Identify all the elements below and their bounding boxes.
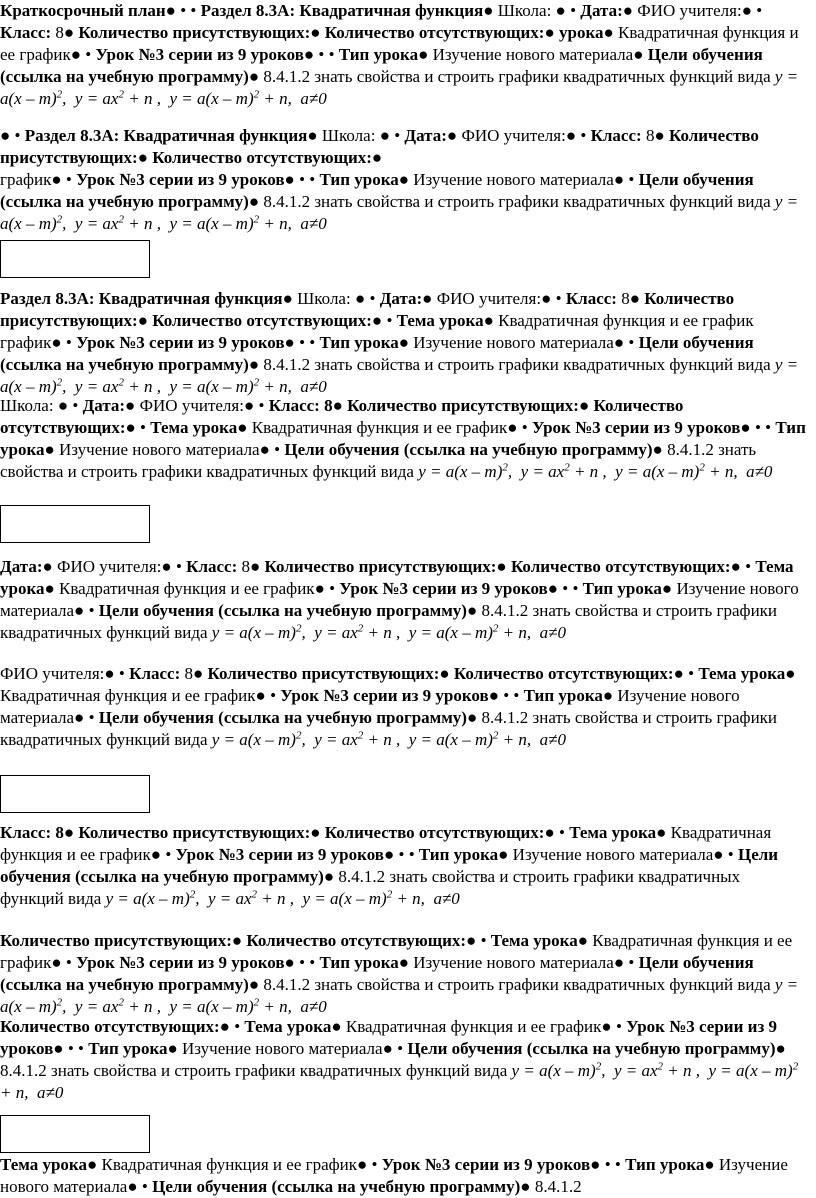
- empty-box-2: [0, 505, 150, 543]
- text-block-10: Тема урока● Квадратичная функция и ее график● • Урок №3 серии из 9 уроков● • • Тип урока● Изучение нового материала● • Цели обучения (ссылка на учебную программу)● 8.4.1.2: [0, 1155, 788, 1196]
- text-block-7: Класс: 8● Количество присутствующих:● Количество отсутствующих:● • Тема урока● Квадратичная функция и ее график● • Урок №3 серии из 9 уроков● • • Тип урока● Изучение нового материала● • Цели обучения (ссылка на учебную программу)● 8.4.1.2 знать свойства и строить графики квадратичных функций вида y = a(x – m)$^2$, $y = ax^2 + n$ , y = a(x – m)$^2$ + n, a≠0: [0, 823, 779, 908]
- text-block-9: Количество отсутствующих:● • Тема урока● Квадратичная функция и ее график● • Урок №3 серии из 9 уроков● • • Тип урока● Изучение нового материала● • Цели обучения (ссылка на учебную программу)● 8.4.1.2 знать свойства и строить графики квадратичных функций вида y = a(x – m)$^2$, $y = ax^2 + n$ , y = a(x – m)$^2$ + n, a≠0: [0, 1017, 799, 1102]
- empty-box-4: [0, 1115, 150, 1153]
- text-block-5: Дата:● ФИО учителя:● • Класс: 8● Количество присутствующих:● Количество отсутствующих:● • Тема урока● Квадратичная функция и ее график● • Урок №3 серии из 9 уроков● • • Тип урока● Изучение нового материала● • Цели обучения (ссылка на учебную программу)● 8.4.1.2 знать свойства и строить графики квадратичных функций вида y = a(x – m)$^2$, $y = ax^2 + n$ , y = a(x – m)$^2$ + n, a≠0: [0, 557, 799, 642]
- text-block-6: ФИО учителя:● • Класс: 8● Количество присутствующих:● Количество отсутствующих:● • Тема урока● Квадратичная функция и ее график● • Урок №3 серии из 9 уроков● • • Тип урока● Изучение нового материала● • Цели обучения (ссылка на учебную программу)● 8.4.1.2 знать свойства и строить графики квадратичных функций вида y = a(x – m)$^2$, $y = ax^2 + n$ , y = a(x – m)$^2$ + n, a≠0: [0, 664, 796, 749]
- empty-box-3: [0, 775, 150, 813]
- text-block-8: Количество присутствующих:● Количество отсутствующих:● • Тема урока● Квадратичная функция и ее график● • Урок №3 серии из 9 уроков● • • Тип урока● Изучение нового материала● • Цели обучения (ссылка на учебную программу)● 8.4.1.2 знать свойства и строить графики квадратичных функций вида y = a(x – m)$^2$, $y = ax^2 + n$ , y = a(x – m)$^2$ + n, a≠0: [0, 931, 799, 1016]
- text-block-1: Краткосрочный план● • • Раздел 8.3А: Квадратичная функция● Школа: ● • Дата:● ФИО учителя:● • Класс: 8● Количество присутствующих:● Количество отсутствующих:● урока● Квадратичная функция и ее график● • Урок №3 серии из 9 уроков● • • Тип урока● Изучение нового материала● Цели обучения (ссылка на учебную программу)● 8.4.1.2 знать свойства и строить графики квадратичных функций вида y = a(x – m)$^2$, $y = ax^2 + n$ , y = a(x – m)$^2$ + n, a≠0: [0, 1, 799, 108]
- text-block-3: Раздел 8.3А: Квадратичная функция● Школа: ● • Дата:● ФИО учителя:● • Класс: 8● Количество присутствующих:● Количество отсутствующих:● • Тема урока● Квадратичная функция и ее график график● • Урок №3 серии из 9 уроков● • • Тип урока● Изучение нового материала● • Цели обучения (ссылка на учебную программу)● 8.4.1.2 знать свойства и строить графики квадратичных функций вида y = a(x – m)$^2$, $y = ax^2 + n$ , y = a(x – m)$^2$ + n, a≠0: [0, 289, 799, 396]
- text-block-4: Школа: ● • Дата:● ФИО учителя:● • Класс: 8● Количество присутствующих:● Количество отсутствующих:● • Тема урока● Квадратичная функция и ее график● • Урок №3 серии из 9 уроков● • • Тип урока● Изучение нового материала● • Цели обучения (ссылка на учебную программу)● 8.4.1.2 знать свойства и строить графики квадратичных функций вида y = a(x – m)$^2$, $y = ax^2 + n$ , y = a(x – m)$^2$ + n, a≠0: [0, 396, 806, 481]
- text-block-2: ● • Раздел 8.3А: Квадратичная функция● Школа: ● • Дата:● ФИО учителя:● • Класс: 8● Количество присутствующих:● Количество отсутствующих:● график● • Урок №3 серии из 9 уроков● • • Тип урока● Изучение нового материала● • Цели обучения (ссылка на учебную программу)● 8.4.1.2 знать свойства и строить графики квадратичных функций вида y = a(x – m)$^2$, $y = ax^2 + n$ , y = a(x – m)$^2$ + n, a≠0: [0, 126, 799, 233]
- empty-box-1: [0, 240, 150, 278]
